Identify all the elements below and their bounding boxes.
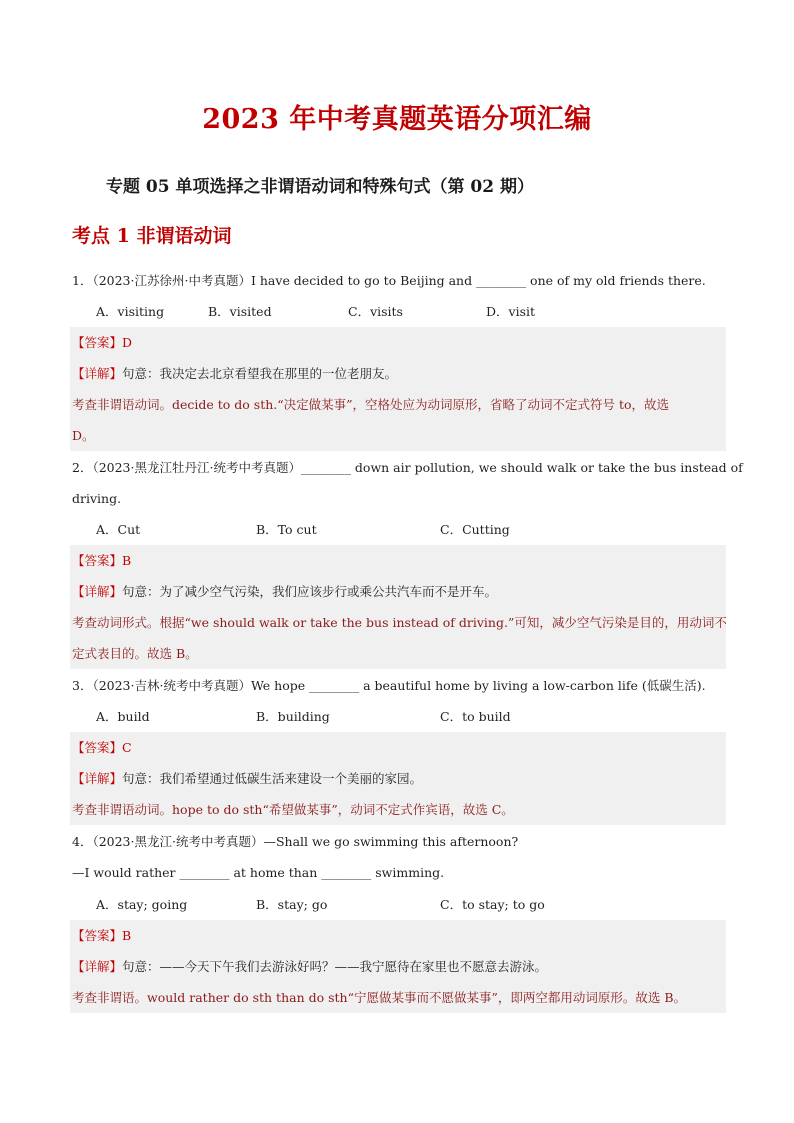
question-1-answer: [70, 327, 726, 358]
question-3-stem: 3．（2023·吉林·统考中考真题）We hope ________ a beautiful home by living a low-carbon life (低碳生活).: [72, 678, 706, 693]
question-2-explain-line-2: 定式表目的。故选 B。: [70, 638, 726, 669]
detail-text: 句意：我决定去北京看望我在那里的一位老朋友。: [122, 366, 398, 381]
question-2-answer: [70, 545, 726, 576]
option-c: C．to stay; to go: [440, 897, 545, 912]
answer-value: B: [122, 553, 132, 568]
question-3-answer: [70, 732, 726, 763]
question-3-detail: [70, 763, 726, 794]
question-2-stem-line-2: driving.: [72, 491, 122, 506]
detail-label: 【详解】: [72, 584, 123, 599]
answer-value: B: [122, 928, 132, 943]
question-1-detail: [70, 358, 726, 389]
question-4-answer: [70, 920, 726, 951]
answer-value: C: [122, 740, 132, 755]
detail-label: 【详解】: [72, 959, 123, 974]
question-1-explain-line-2: D。: [70, 420, 726, 451]
option-c: C．to build: [440, 709, 511, 724]
answer-tag: 【答案】: [72, 740, 123, 755]
answer-tag: 【答案】: [72, 335, 123, 350]
section-title: 考点 1 非谓语动词: [72, 225, 232, 247]
option-d: D．visit: [486, 304, 536, 319]
question-2-detail: [70, 576, 726, 607]
detail-label: 【详解】: [72, 366, 123, 381]
question-1-stem: 1．（2023·江苏徐州·中考真题）I have decided to go to Beijing and ________ one of my old friends there.: [72, 273, 706, 288]
option-b: B．visited: [208, 304, 272, 319]
option-c: C．visits: [348, 304, 403, 319]
detail-text: 句意：——今天下午我们去游泳好吗？——我宁愿待在家里也不愿意去游泳。: [122, 959, 548, 974]
question-4-stem-line-2: —I would rather ________ at home than ________ swimming.: [72, 865, 445, 880]
main-title: 2023 年中考真题英语分项汇编: [202, 104, 592, 135]
option-b: B．To cut: [256, 522, 317, 537]
question-1-explain-line-1: 考查非谓语动词。decide to do sth.“决定做某事”，空格处应为动词原形，省略了动词不定式符号 to，故选: [70, 389, 726, 420]
answer-tag: 【答案】: [72, 928, 123, 943]
option-a: A．visiting: [96, 304, 165, 319]
detail-text: 句意：为了减少空气污染，我们应该步行或乘公共汽车而不是开车。: [122, 584, 498, 599]
option-a: A．Cut: [96, 522, 141, 537]
answer-value: D: [122, 335, 133, 350]
answer-tag: 【答案】: [72, 553, 123, 568]
question-4-detail: [70, 951, 726, 982]
detail-label: 【详解】: [72, 771, 123, 786]
option-c: C．Cutting: [440, 522, 510, 537]
detail-text: 句意：我们希望通过低碳生活来建设一个美丽的家园。: [122, 771, 423, 786]
question-4-explain-line-1: 考查非谓语。would rather do sth than do sth“宁愿做某事而不愿做某事”，即两空都用动词原形。故选 B。: [70, 982, 726, 1013]
sub-title: 专题 05 单项选择之非谓语动词和特殊句式（第 02 期）: [106, 177, 534, 197]
option-a: A．build: [96, 709, 150, 724]
option-b: B．building: [256, 709, 330, 724]
question-4-stem-line-1: 4．（2023·黑龙江·统考中考真题）—Shall we go swimming this afternoon?: [72, 834, 519, 849]
option-b: B．stay; go: [256, 897, 328, 912]
question-2-stem-line-1: 2．（2023·黑龙江牡丹江·统考中考真题）________ down air pollution, we should walk or take the bus instead of: [72, 460, 743, 475]
option-a: A．stay; going: [96, 897, 188, 912]
question-2-explain-line-1: 考查动词形式。根据“we should walk or take the bus instead of driving.”可知，减少空气污染是目的，用动词不: [70, 607, 726, 638]
question-3-explain-line-1: 考查非谓语动词。hope to do sth“希望做某事”，动词不定式作宾语，故选 C。: [70, 794, 726, 825]
